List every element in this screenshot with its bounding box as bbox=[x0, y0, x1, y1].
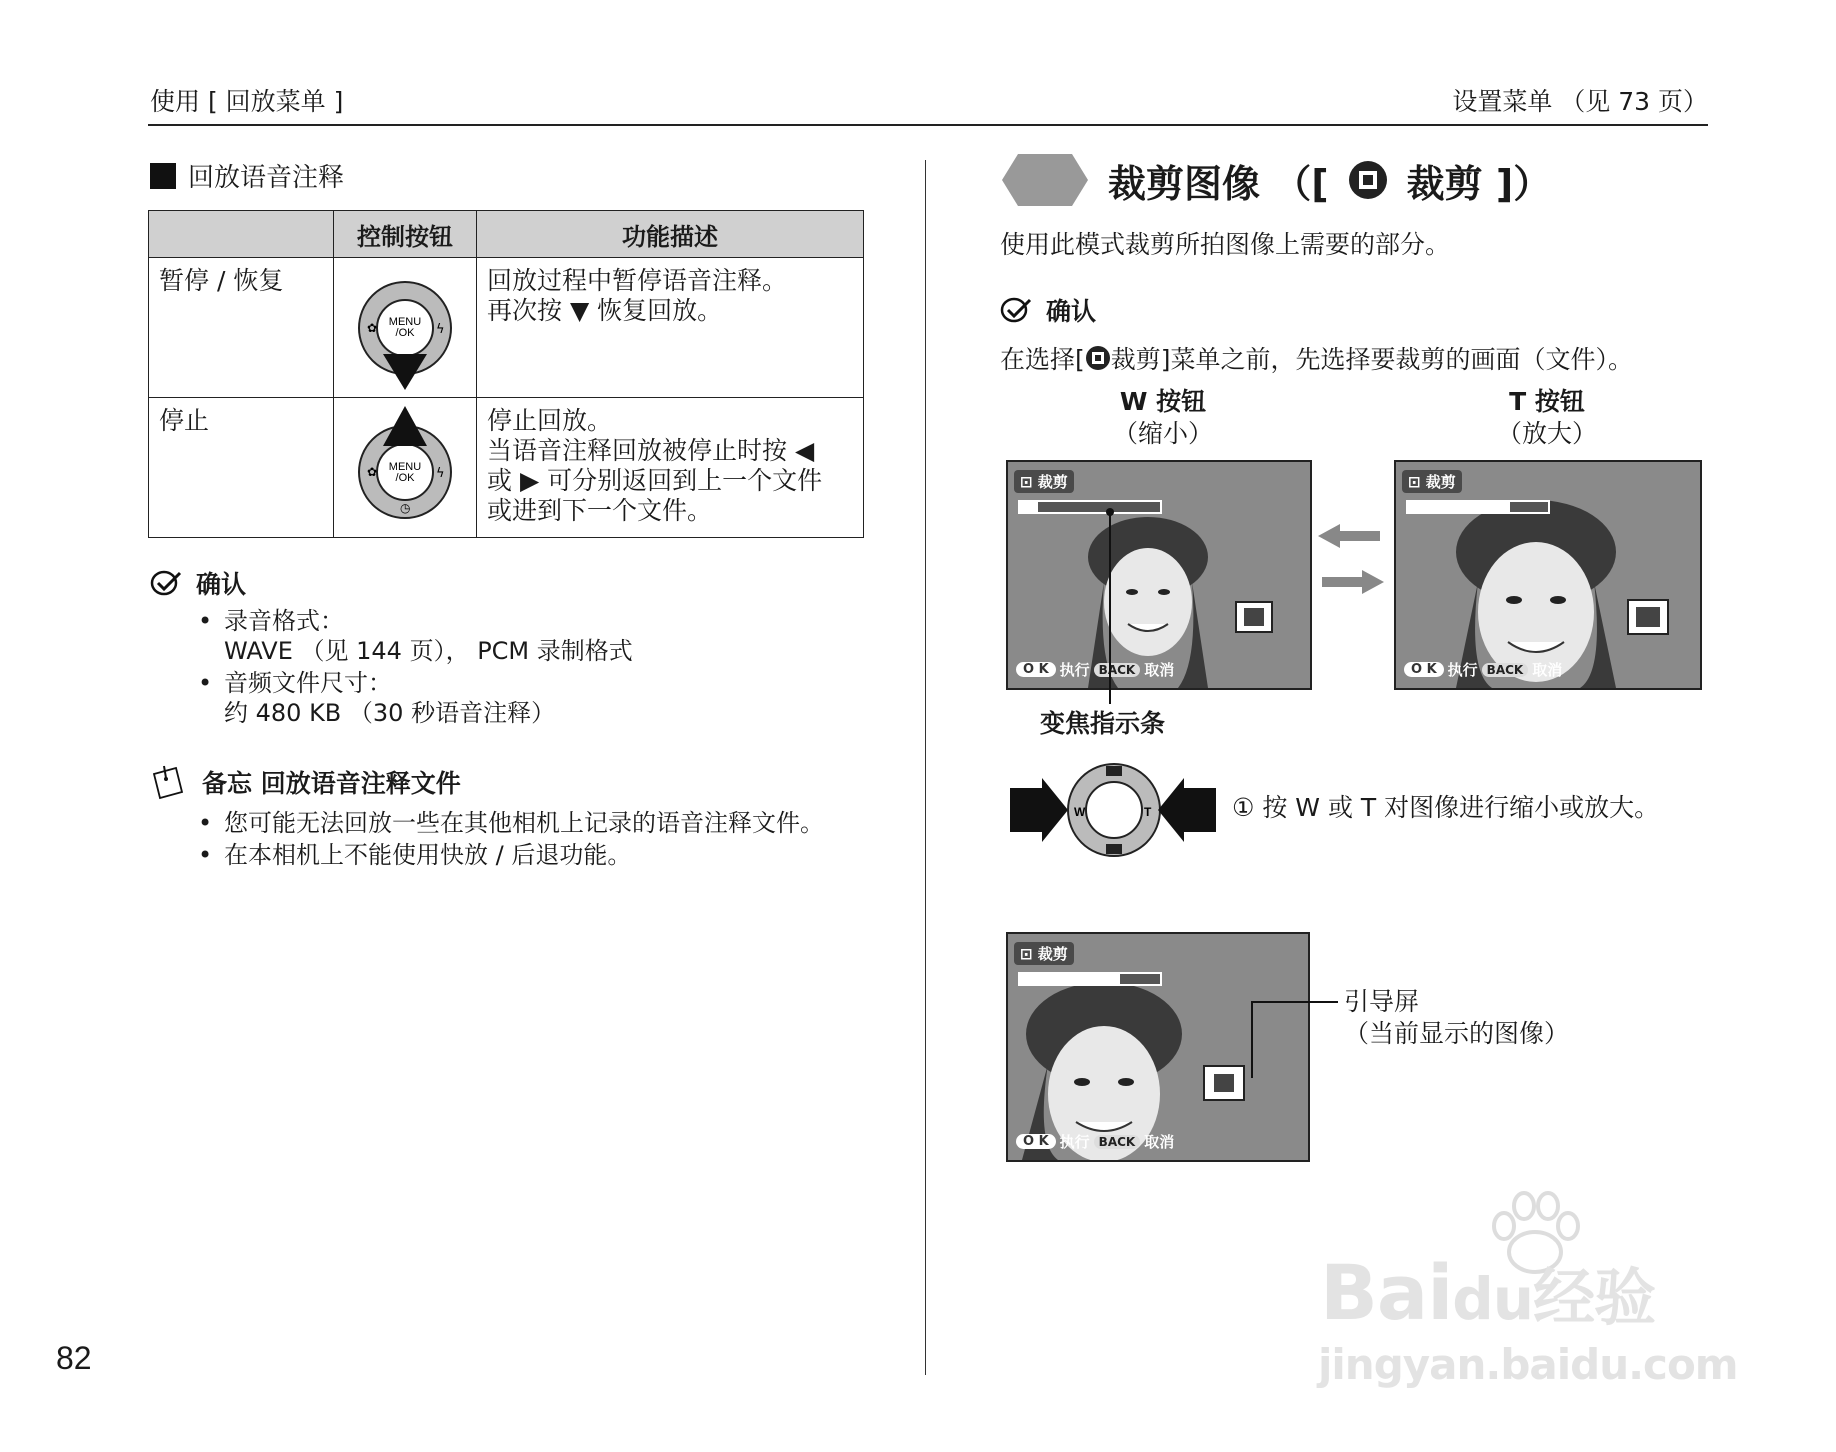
screen-footer: O K 执行 BACK 取消 bbox=[1016, 1131, 1174, 1152]
svg-text:/OK: /OK bbox=[395, 472, 415, 484]
check-text: 在选择[ 裁剪]菜单之前，先选择要裁剪的画面（文件）。 bbox=[1000, 345, 1634, 374]
header-rule bbox=[148, 124, 1708, 126]
t-button-label: T 按钮 （放大） bbox=[1496, 387, 1597, 448]
check-note-heading: 确认 bbox=[150, 565, 246, 601]
step-1-text: ① 按 W 或 T 对图像进行缩小或放大。 bbox=[1232, 793, 1660, 822]
row-desc-line: 再次按 ▼ 恢复回放。 bbox=[487, 296, 723, 325]
page-number: 82 bbox=[56, 1340, 92, 1376]
svg-text:✿: ✿ bbox=[367, 465, 378, 479]
table-header-function: 功能描述 bbox=[477, 211, 864, 258]
svg-text:ϟ: ϟ bbox=[436, 466, 445, 481]
memo-heading: 备忘 回放语音注释文件 bbox=[150, 764, 461, 800]
portrait-photo bbox=[1008, 462, 1310, 688]
intro-text: 使用此模式裁剪所拍图像上需要的部分。 bbox=[1000, 230, 1451, 259]
trim-tag: ⊡ 裁剪 bbox=[1402, 470, 1462, 493]
zoom-bar bbox=[1018, 500, 1162, 514]
dpad-up-icon bbox=[355, 406, 455, 522]
list-item: • 音频文件尺寸： 约 480 KB （30 秒语音注释） bbox=[198, 668, 878, 728]
row-desc-line: 或进到下一个文件。 bbox=[487, 496, 713, 525]
guide-leader-line bbox=[1250, 1000, 1340, 1080]
table-row bbox=[149, 398, 864, 538]
screen-zoomed-in bbox=[1394, 460, 1702, 690]
screen-footer: O K 执行 BACK 取消 bbox=[1404, 659, 1562, 680]
running-header-right: 设置菜单 （见 73 页） bbox=[1452, 87, 1708, 116]
zoom-bar bbox=[1406, 500, 1550, 514]
running-header-left: 使用 [ 回放菜单 ] bbox=[150, 87, 344, 116]
zoom-indicator-label: 变焦指示条 bbox=[1040, 709, 1166, 738]
page-title: 裁剪图像 （[ 裁剪 ]） bbox=[1000, 152, 1551, 208]
svg-text:◷: ◷ bbox=[400, 501, 411, 515]
check-note-icon bbox=[1000, 296, 1032, 324]
zoom-bar bbox=[1018, 972, 1162, 986]
dpad-down-icon bbox=[355, 278, 455, 390]
trim-icon bbox=[1347, 159, 1389, 201]
control-table bbox=[148, 210, 864, 538]
row-desc-line: 当语音注释回放被停止时按 ◀ bbox=[487, 436, 815, 465]
zoom-dial-icon bbox=[1006, 760, 1220, 860]
row-desc-line: 或 ▶ 可分别返回到上一个文件 bbox=[487, 466, 823, 495]
svg-text:✿: ✿ bbox=[367, 321, 378, 335]
watermark-url: jingyan.baidu.com bbox=[1318, 1340, 1738, 1389]
svg-text:MENU: MENU bbox=[388, 461, 422, 473]
list-item: • 录音格式： WAVE （见 144 页）， PCM 录制格式 bbox=[198, 606, 878, 666]
watermark-brand: Baidu经验 bbox=[1320, 1248, 1656, 1337]
trim-icon bbox=[1085, 345, 1111, 371]
column-divider bbox=[925, 160, 926, 1375]
hexagon-icon bbox=[1000, 152, 1090, 208]
memo-list bbox=[198, 808, 868, 872]
zoom-direction-arrows bbox=[1318, 522, 1384, 596]
screen-footer: O K 执行 BACK 取消 bbox=[1016, 659, 1174, 680]
check-note-heading-right: 确认 bbox=[1000, 292, 1096, 328]
control-pad-up bbox=[355, 406, 455, 515]
svg-text:T: T bbox=[1144, 805, 1152, 819]
row-desc-line: 停止回放。 bbox=[487, 406, 613, 435]
memo-note-icon bbox=[150, 764, 188, 800]
list-item: • 您可能无法回放一些在其他相机上记录的语音注释文件。 bbox=[198, 808, 868, 838]
trim-tag: ⊡ 裁剪 bbox=[1014, 470, 1074, 493]
portrait-photo bbox=[1396, 462, 1700, 688]
svg-text:W: W bbox=[1074, 805, 1086, 819]
svg-text:/OK: /OK bbox=[395, 327, 415, 339]
table-header-control: 控制按钮 bbox=[334, 211, 477, 258]
control-pad-down bbox=[355, 278, 455, 382]
square-bullet-icon bbox=[150, 163, 176, 189]
w-button-label: W 按钮 （缩小） bbox=[1112, 387, 1213, 448]
section-title: 回放语音注释 bbox=[150, 157, 344, 194]
row-action: 停止 bbox=[149, 398, 334, 538]
svg-text:MENU: MENU bbox=[388, 316, 422, 328]
screen-zoomed-out bbox=[1006, 460, 1312, 690]
check-list bbox=[198, 606, 878, 730]
row-action: 暂停 / 恢复 bbox=[149, 258, 334, 398]
zoom-indicator-pointer bbox=[1100, 508, 1120, 708]
table-header-empty bbox=[149, 211, 334, 258]
table-row bbox=[149, 258, 864, 398]
check-note-icon bbox=[150, 569, 182, 597]
guide-label: 引导屏 （当前显示的图像） bbox=[1344, 987, 1570, 1048]
row-desc-line: 回放过程中暂停语音注释。 bbox=[487, 266, 788, 295]
trim-tag: ⊡ 裁剪 bbox=[1014, 942, 1074, 965]
list-item: • 在本相机上不能使用快放 / 后退功能。 bbox=[198, 840, 868, 870]
svg-text:ϟ: ϟ bbox=[436, 322, 445, 337]
